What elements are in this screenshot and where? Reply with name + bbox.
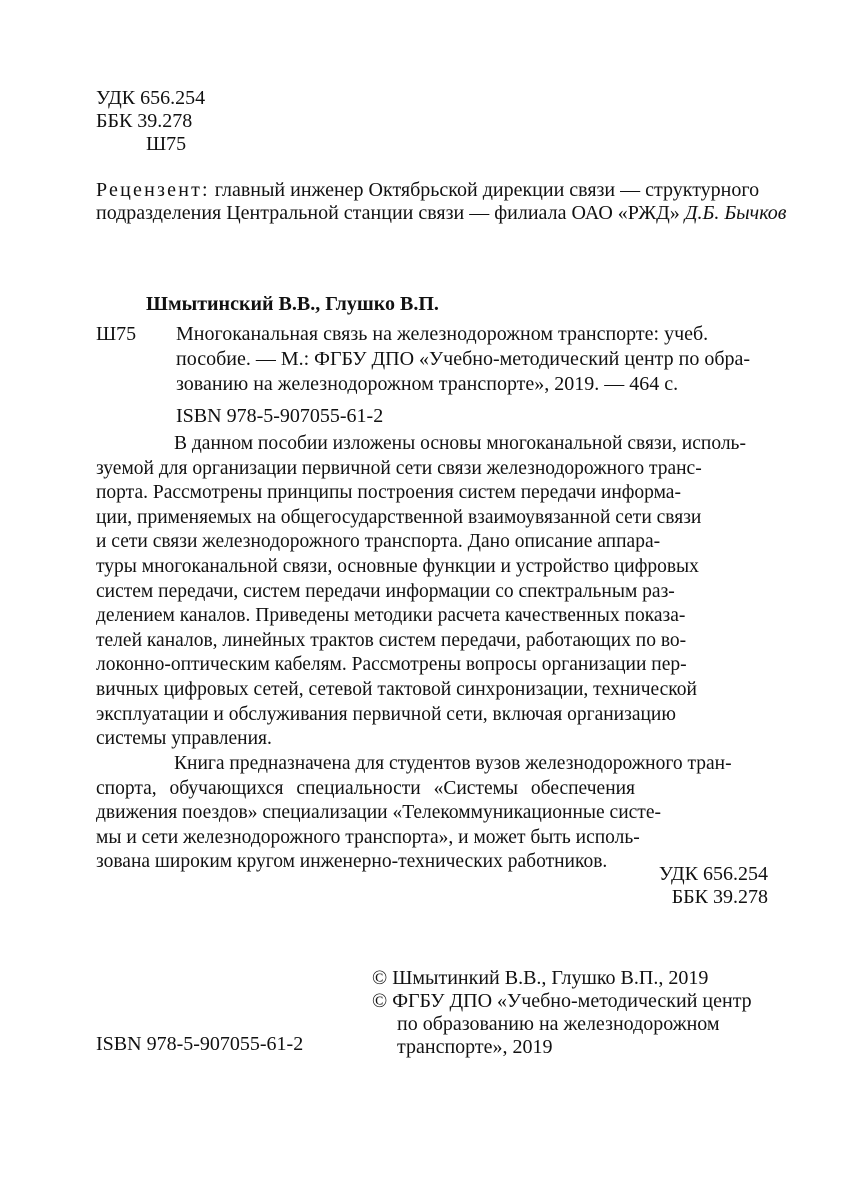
- abstract-line: порта. Рассмотрены принципы построения систем передачи информа-: [96, 482, 681, 504]
- abstract-line: делением каналов. Приведены методики расчета качественных показа-: [96, 605, 686, 627]
- abstract-line: спорта, обучающихся специальности «Системы обеспечения: [96, 777, 636, 799]
- abstract-paragraph-2: [96, 752, 768, 875]
- reviewer-name: Д.Б. Бычков: [684, 202, 787, 224]
- title-line-2: пособие. — М.: ФГБУ ДПО «Учебно-методический центр по обра-: [176, 348, 751, 370]
- abstract-line: туры многоканальной связи, основные функции и устройство цифровых: [96, 555, 699, 577]
- abstract-line: телей каналов, линейных трактов систем передачи, работающих по во-: [96, 629, 687, 651]
- copyright-authors: © Шмытинкий В.В., Глушко В.П., 2019: [372, 967, 709, 989]
- abstract-line: зована широким кругом инженерно-технических работников.: [96, 851, 608, 873]
- catalog-isbn: ISBN 978-5-907055-61-2: [176, 405, 384, 427]
- author-sign: Ш75: [146, 133, 187, 155]
- reviewer-line-1: [96, 178, 759, 203]
- title-line-3: зованию на железнодорожном транспорте», 2019. — 464 с.: [176, 373, 679, 395]
- copyright-publisher-line-3: транспорте», 2019: [397, 1036, 553, 1058]
- abstract-paragraph-1: [96, 432, 768, 752]
- reviewer-label: Рецензент:: [96, 179, 210, 201]
- abstract-line: и сети связи железнодорожного транспорта. Дано описание аппара-: [96, 531, 661, 553]
- reviewer-line-1-text: главный инженер Октябрьской дирекции связи — структурного: [209, 179, 760, 201]
- reviewer-line-2: [96, 201, 786, 226]
- abstract-line: мы и сети железнодорожного транспорта», и может быть исполь-: [96, 826, 640, 848]
- footer-udk: УДК 656.254: [658, 863, 768, 885]
- abstract-line: эксплуатации и обслуживания первичной сети, включая организацию: [96, 703, 676, 725]
- abstract-line: локонно-оптическим кабелям. Рассмотрены вопросы организации пер-: [96, 654, 687, 676]
- copyright-publisher-line-2: по образованию на железнодорожном: [397, 1013, 720, 1035]
- footer-bbk: ББК 39.278: [671, 886, 768, 908]
- bottom-isbn: ISBN 978-5-907055-61-2: [96, 1033, 304, 1055]
- abstract-line: системы управления.: [96, 728, 272, 750]
- abstract-line: движения поездов» специализации «Телекоммуникационные систе-: [96, 802, 661, 824]
- catalog-code: Ш75: [96, 323, 137, 345]
- abstract-line: вичных цифровых сетей, сетевой тактовой синхронизации, технической: [96, 678, 697, 700]
- book-authors: Шмытинский В.В., Глушко В.П.: [146, 293, 439, 315]
- reviewer-line-2-text: подразделения Центральной станции связи — филиала ОАО «РЖД»: [96, 202, 685, 224]
- abstract-line: систем передачи, систем передачи информации со спектральным раз-: [96, 580, 675, 602]
- abstract-line: Книга предназначена для студентов вузов железнодорожного тран-: [174, 753, 732, 774]
- abstract-line: зуемой для организации первичной сети связи железнодорожного транс-: [96, 457, 702, 479]
- udk-code: УДК 656.254: [96, 87, 206, 109]
- abstract-line: ции, применяемых на общегосударственной взаимоувязанной сети связи: [96, 506, 702, 528]
- title-line-1: Многоканальная связь на железнодорожном транспорте: учеб.: [176, 323, 709, 345]
- bbk-code: ББК 39.278: [96, 110, 193, 132]
- copyright-publisher-line-1: © ФГБУ ДПО «Учебно-методический центр: [372, 990, 752, 1012]
- abstract-line: В данном пособии изложены основы многоканальной связи, исполь-: [174, 433, 746, 454]
